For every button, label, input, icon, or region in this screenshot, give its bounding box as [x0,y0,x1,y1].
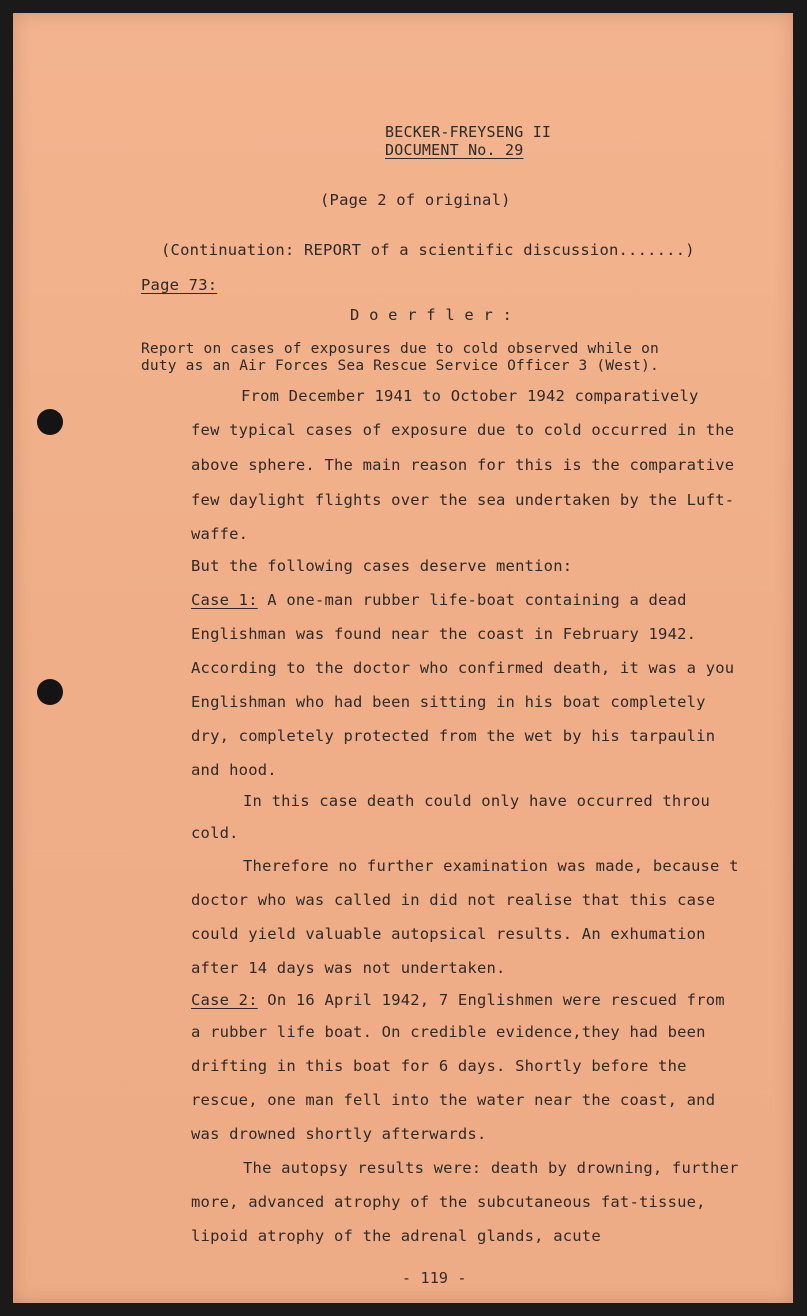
body-line: could yield valuable autopsical results. An exhumation [191,925,706,943]
body-line: In this case death could only have occurred throu [243,792,711,810]
body-line: few typical cases of exposure due to cold occurred in the [191,421,735,439]
body-line: Englishman who had been sitting in his boat completely [191,693,706,711]
body-line: and hood. [191,761,277,779]
body-line: more, advanced atrophy of the subcutaneous fat-tissue, [191,1193,706,1211]
body-line: The autopsy results were: death by drowning, further [243,1159,739,1177]
body-line: rescue, one man fell into the water near the coast, and [191,1091,716,1109]
page-number: - 119 - [402,1269,467,1287]
body-line: cold. [191,824,239,842]
body-line: Therefore no further examination was made, because t [243,857,739,875]
intro-line: duty as an Air Forces Sea Rescue Service Officer 3 (West). [141,358,659,374]
body-line: A one-man rubber life-boat containing a dead [267,591,687,609]
body-line: dry, completely protected from the wet by his tarpaulin [191,727,716,745]
case-2-label: Case 2: [191,991,258,1009]
intro-line: Report on cases of exposures due to cold observed while on [141,341,659,357]
body-line: According to the doctor who confirmed death, it was a you [191,659,735,677]
body-line: a rubber life boat. On credible evidence,they had been [191,1023,706,1041]
case-1-line [191,591,687,609]
body-line: Englishman was found near the coast in February 1942. [191,625,697,643]
header-line-2: DOCUMENT No. 29 [385,141,524,159]
body-line: drifting in this boat for 6 days. Shortly before the [191,1057,687,1075]
continuation-line: (Continuation: REPORT of a scientific discussion.......) [161,241,695,259]
punch-hole [37,679,63,705]
body-line: lipoid atrophy of the adrenal glands, acute [191,1227,601,1245]
case-2-line [191,991,725,1009]
body-line: few daylight flights over the sea undertaken by the Luft- [191,491,735,509]
body-line: But the following cases deserve mention: [191,557,573,575]
page-reference: (Page 2 of original) [320,191,511,209]
punch-hole [37,409,63,435]
header-line-1: BECKER-FREYSENG II [385,123,552,141]
body-line: was drowned shortly afterwards. [191,1125,487,1143]
body-line: after 14 days was not undertaken. [191,959,506,977]
body-line: On 16 April 1942, 7 Englishmen were rescued from [267,991,725,1009]
case-1-label: Case 1: [191,591,258,609]
speaker-name: D o e r f l e r : [350,306,513,324]
body-line: waffe. [191,525,249,543]
body-line: From December 1941 to October 1942 comparatively [241,387,699,405]
body-line: above sphere. The main reason for this is the comparative [191,456,735,474]
document-page [13,13,793,1303]
page-label: Page 73: [141,276,218,294]
body-line: doctor who was called in did not realise that this case [191,891,716,909]
